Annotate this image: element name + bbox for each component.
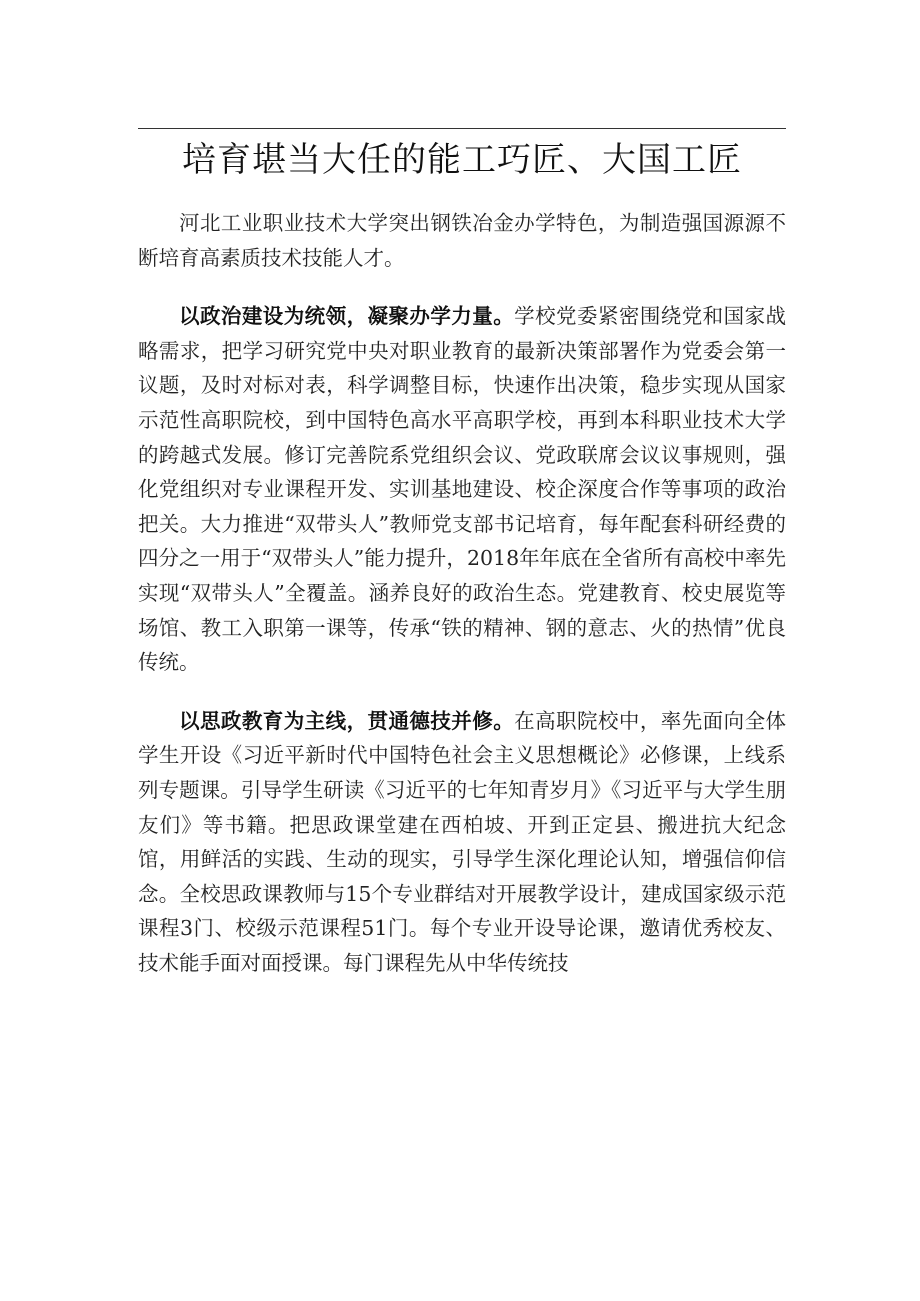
section-heading-ideological: 以思政教育为主线，贯通德技并修。 bbox=[179, 708, 515, 733]
document-page bbox=[138, 128, 786, 980]
lead-paragraph: 河北工业职业技术大学突出钢铁冶金办学特色，为制造强国源源不断培育高素质技术技能人才。 bbox=[138, 211, 786, 270]
section-body-ideological: 在高职院校中，率先面向全体学生开设《习近平新时代中国特色社会主义思想概论》必修课，上线系列专题课。引导学生研读《习近平的七年知青岁月》《习近平与大学生朋友们》等书籍。把思政课堂建在西柏坡、开到正定县、搬进抗大纪念馆，用鲜活的实践、生动的现实，引导学生深化理论认知，增强信仰信念。全校思政课教师与15个专业群结对开展教学设计，建成国家级示范课程3门、校级示范课程51门。每个专业开设导论课，邀请优秀校友、技术能手面对面授课。每门课程先从中华传统技 bbox=[138, 708, 787, 975]
header-rule bbox=[138, 128, 786, 129]
article-title: 培育堪当大任的能工巧匠、大国工匠 bbox=[182, 140, 742, 180]
section-body-political: 学校党委紧密围绕党和国家战略需求，把学习研究党中央对职业教育的最新决策部署作为党委会第一议题，及时对标对表，科学调整目标，快速作出决策，稳步实现从国家示范性高职院校，到中国特色高水平高职学校，再到本科职业技术大学的跨越式发展。修订完善院系党组织会议、党政联席会议议事规则，强化党组织对专业课程开发、实训基地建设、校企深度合作等事项的政治把关。大力推进“双带头人”教师党支部书记培育，每年配套科研经费的四分之一用于“双带头人”能力提升，2018年年底在全省所有高校中率先实现“双带头人”全覆盖。涵养良好的政治生态。党建教育、校史展览等场馆、教工入职第一课等，传承“铁的精神、钢的意志、火的热情”优良传统。 bbox=[138, 304, 787, 675]
section-paragraph-ideological bbox=[138, 704, 786, 981]
section-heading-political: 以政治建设为统领，凝聚办学力量。 bbox=[179, 304, 515, 329]
section-paragraph-political bbox=[138, 299, 786, 680]
